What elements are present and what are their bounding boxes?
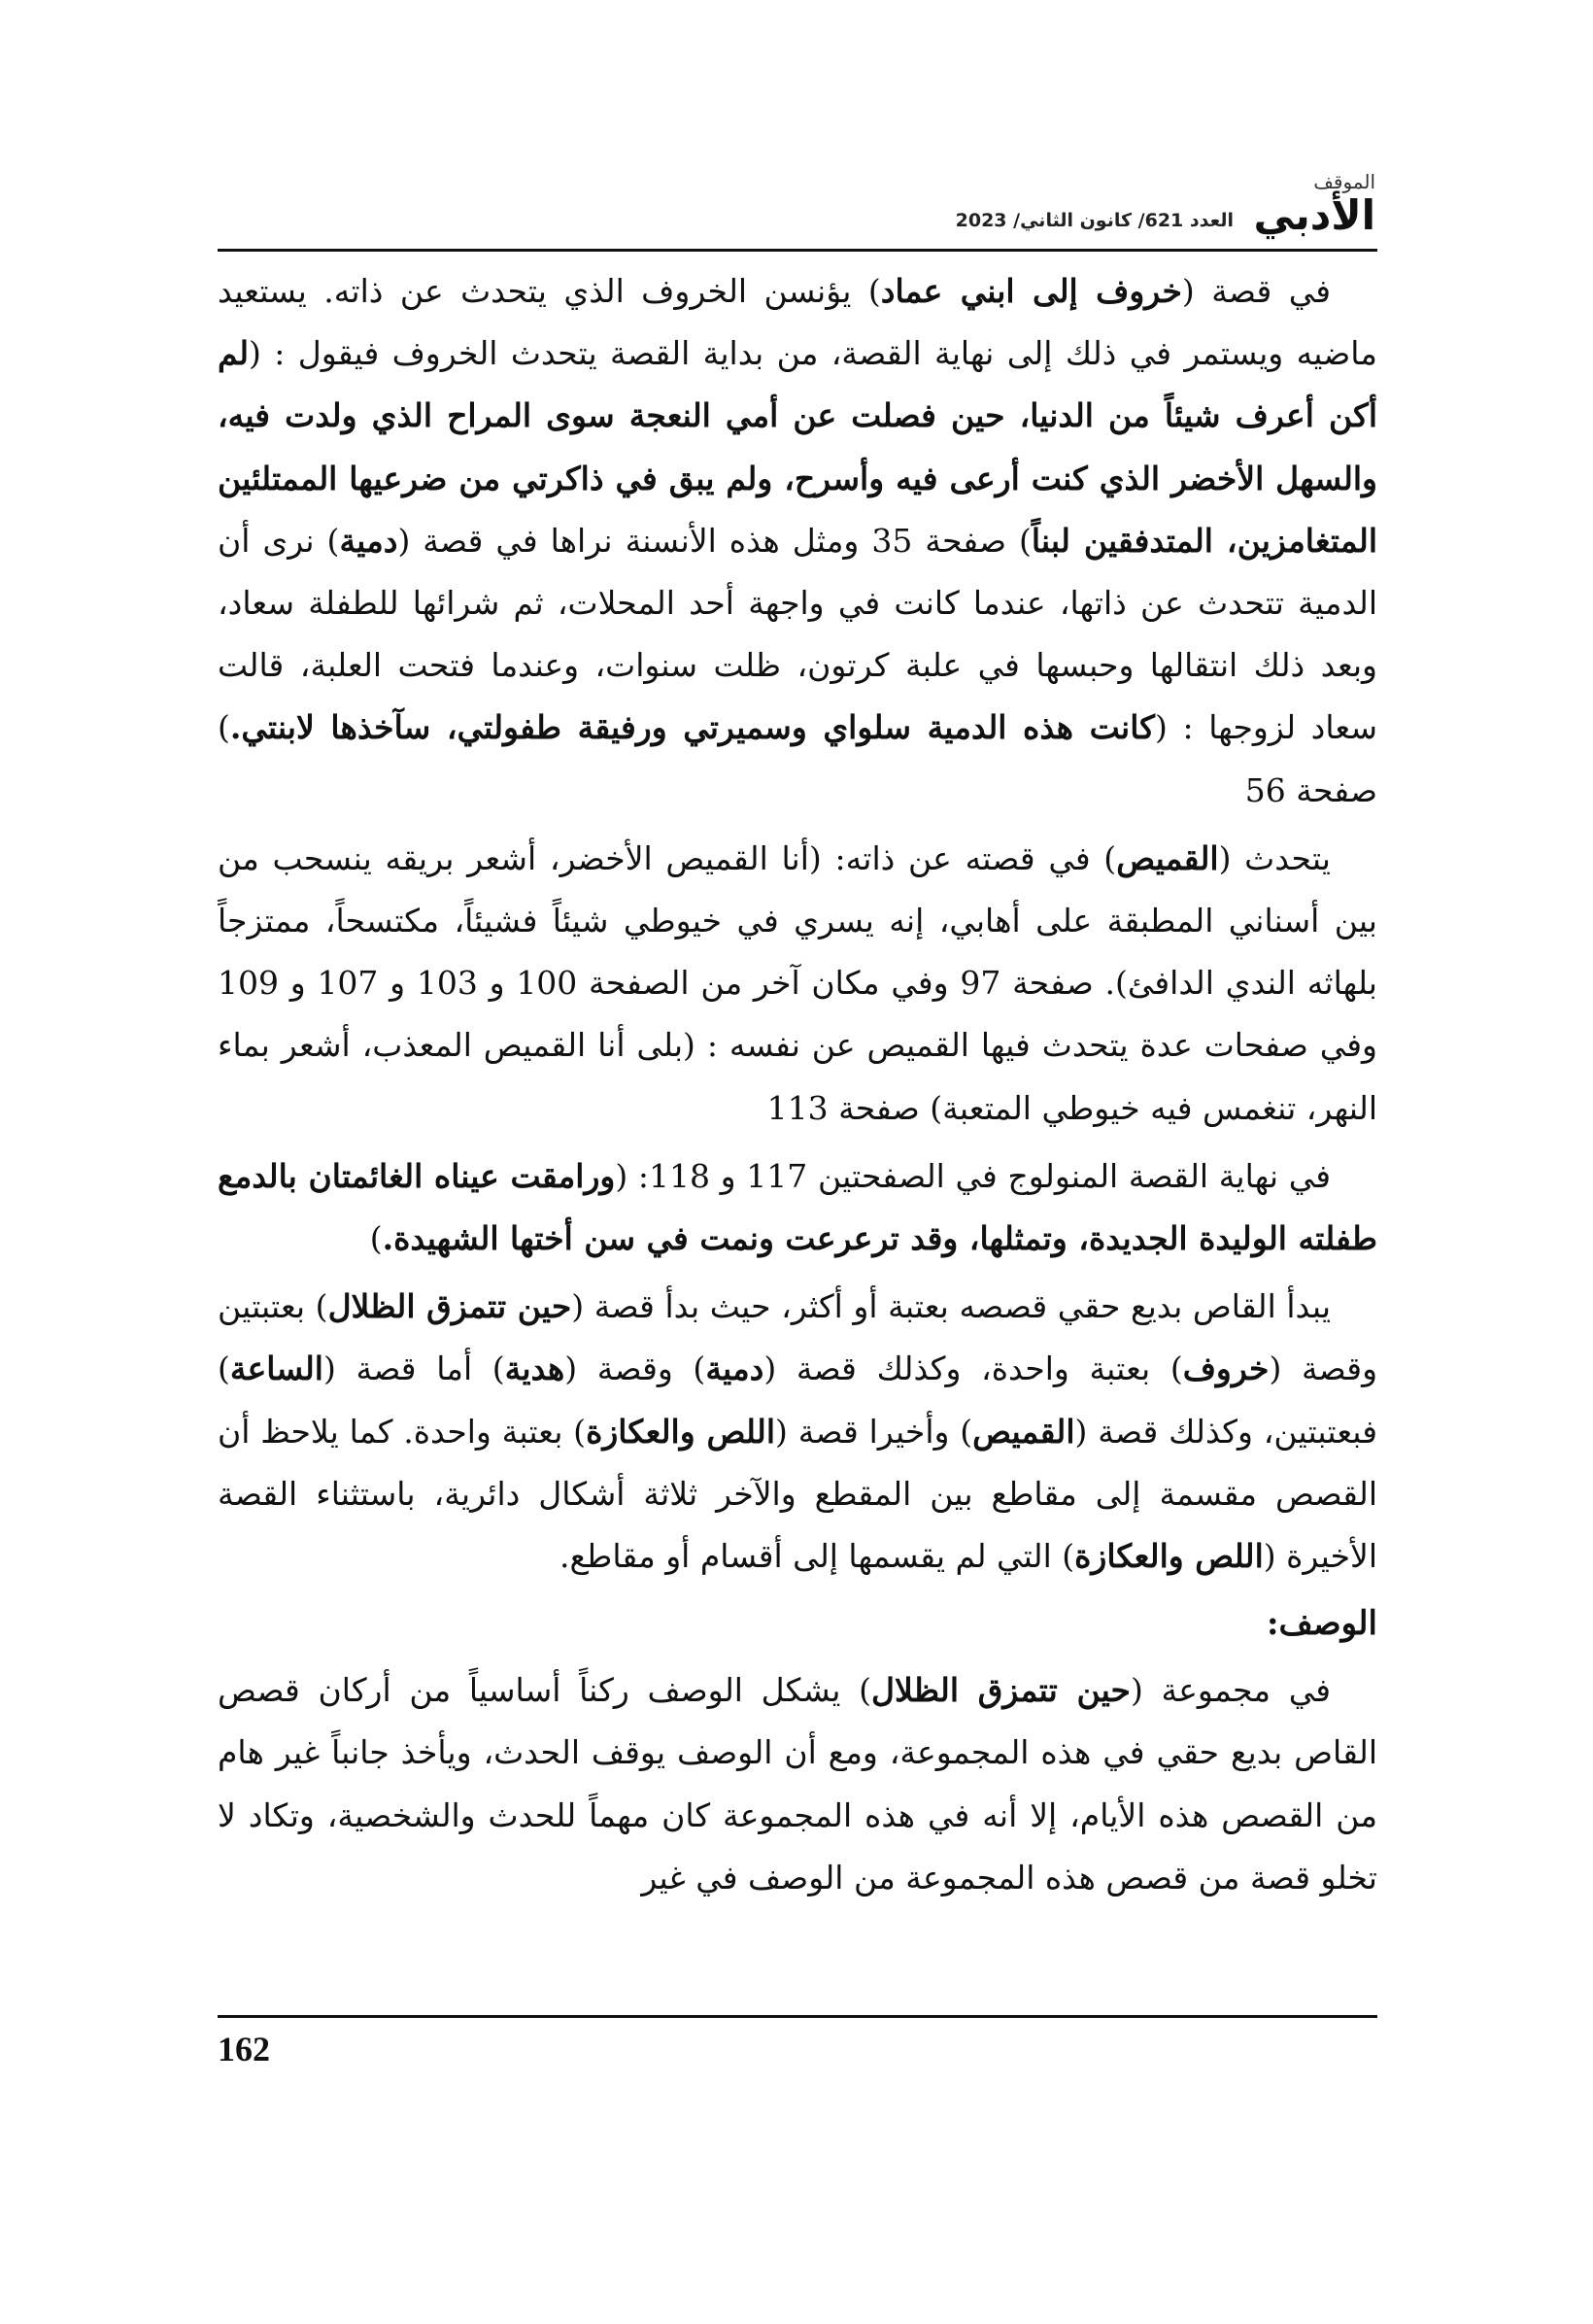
text-run: يبدأ القاص بديع حقي قصصه بعتبة أو أكثر، حيث بدأ قصة ( (571, 1287, 1332, 1326)
bold-run: لم أكن أعرف شيئاً من الدنيا، حين فصلت عن أمي النعجة سوى المراح الذي ولدت فيه، والسهل الأخضر الذي كنت أرعى فيه وأسرح، ولم يبق في ذاكرتي من ضرعيها الممتلئين المتغامزين، المتدفقين لبناً (218, 334, 1377, 560)
bold-run: خروف (1182, 1350, 1270, 1388)
section-heading: الوصف: (1267, 1604, 1377, 1644)
text-run: ) صفحة 35 ومثل هذه الأنسنة نراها في قصة ( (397, 521, 1032, 560)
bold-run: اللص والعكازة (1074, 1537, 1264, 1576)
paragraph-4 (218, 1276, 1377, 1588)
header-divider (218, 249, 1377, 252)
text-run: ) يؤنسن الخروف الذي يتحدث عن ذاته. يستعيد ماضيه ويستمر في ذلك إلى نهاية القصة، من بداية القصة يتحدث الخروف فيقول : ( (218, 272, 1377, 373)
paragraph-1 (218, 260, 1377, 822)
logo-top-text: الموقف (1313, 170, 1375, 193)
text-run: ) صفحة 56 (218, 708, 1377, 809)
text-run: يتحدث ( (1218, 838, 1331, 877)
bold-run: الساعة (229, 1350, 323, 1388)
page-number: 162 (218, 2030, 270, 2068)
footer-divider (218, 2015, 1377, 2018)
bold-run: حين تتمزق الظلال (871, 1671, 1131, 1710)
text-run: ) وقصة ( (564, 1350, 706, 1388)
text-run: ) بعتبة واحدة، وكذلك قصة ( (763, 1350, 1183, 1388)
text-run: ) في قصته عن ذاته: (أنا القميص الأخضر، أشعر بريقه ينسحب من بين أسناني المطبقة على أهابي، إنه يسري في خيوطي شيئاً فشيئاً، مكتسحاً، ممتزجاً بلهاثه الندي الدافئ). صفحة 97 وفي مكان آخر من الصفحة 100 و 103 و 107 و 109 وفي صفحات عدة يتحدث فيها القميص عن نفسه : (بلى أنا القميص المعذب، أشعر بماء النهر، تنغمس فيه خيوطي المتعبة) صفحة 113 (218, 838, 1377, 1127)
text-run: ) (369, 1219, 383, 1258)
bold-run: خروف إلى ابني عماد (880, 272, 1182, 310)
bold-run: هدية (504, 1350, 565, 1388)
text-run: ) بعتبتين وقصة ( (218, 1287, 1378, 1388)
text-run: في مجموعة ( (1130, 1671, 1331, 1710)
issue-info: العدد 621/ كانون الثاني/ 2023 (955, 210, 1234, 231)
bold-run: القميص (972, 1412, 1075, 1451)
bold-run: كانت هذه الدمية سلواي وسميرتي ورفيقة طفولتي، سآخذها لابنتي. (229, 708, 1156, 747)
page-header (218, 171, 1375, 247)
text-run: ) يشكل الوصف ركناً أساسياً من أركان قصص القاص بديع حقي في هذه المجموعة، ومع أن الوصف يوقف الحدث، ويأخذ جانباً غير هام من القصص هذه الأيام، إلا أنه في هذه المجموعة كان مهماً للحدث والشخصية، وتكاد لا تخلو قصة من قصص هذه المجموعة من الوصف في غير (218, 1671, 1377, 1897)
text-run: ) أما قصة ( (322, 1350, 505, 1388)
bold-run: حين تتمزق الظلال (327, 1287, 572, 1326)
text-run: ) وأخيرا قصة ( (775, 1412, 973, 1451)
text-run: في قصة ( (1181, 272, 1331, 310)
magazine-logo (1249, 171, 1375, 247)
bold-run: القميص (1116, 838, 1219, 877)
paragraph-3 (218, 1145, 1377, 1270)
text-run: ) التي لم يقسمها إلى أقسام أو مقاطع. (559, 1537, 1075, 1576)
bold-run: اللص والعكازة (586, 1412, 776, 1451)
bold-run: دمية (339, 521, 398, 560)
logo-main-text: الأدبي (1253, 191, 1375, 239)
paragraph-2 (218, 828, 1377, 1140)
paragraph-5 (218, 1659, 1377, 1909)
bold-run: دمية (705, 1350, 764, 1388)
text-run: ) فبعتبتين، وكذلك قصة ( (218, 1350, 1377, 1451)
bold-run: ورامقت عيناه الغائمتان بالدمع طفلته الوليدة الجديدة، وتمثلها، وقد ترعرعت ونمت في سن أختها الشهيدة. (218, 1156, 1377, 1258)
article-body (218, 260, 1377, 1915)
text-run: في نهاية القصة المنولوج في الصفحتين 117 و 118: ( (615, 1156, 1332, 1195)
text-run: ) بعتبة واحدة. كما يلاحظ أن القصص مقسمة إلى مقاطع بين المقطع والآخر ثلاثة أشكال دائرية، باستثناء القصة الأخيرة ( (218, 1412, 1377, 1576)
text-run: ) نرى أن الدمية تتحدث عن ذاتها، عندما كانت في واجهة أحد المحلات، ثم شرائها للطفلة سعاد، وبعد ذلك انتقالها وحبسها في علبة كرتون، ظلت سنوات، وعندما فتحت العلبة، قالت سعاد لزوجها : ( (218, 521, 1377, 747)
